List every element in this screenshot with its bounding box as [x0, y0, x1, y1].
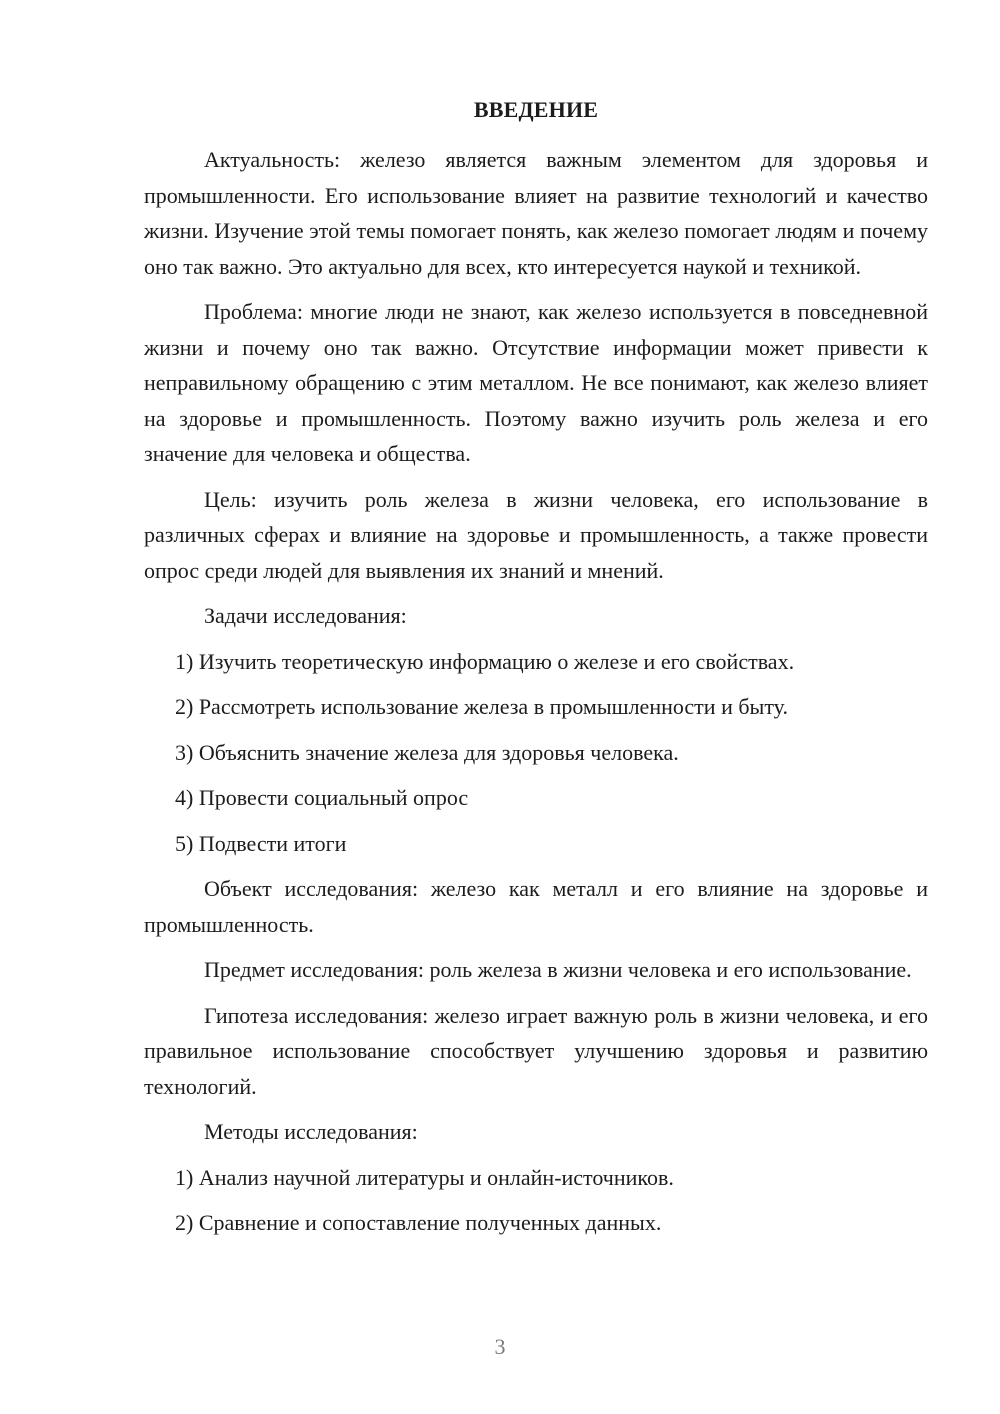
subject-paragraph: Предмет исследования: роль железа в жизни человека и его использование.	[204, 957, 912, 982]
object-paragraph: Объект исследования: железо как металл и его влияние на здоровье и промышленность.	[144, 876, 928, 937]
list-item: 2) Сравнение и сопоставление полученных данных.	[175, 1210, 662, 1235]
page-number: 3	[494, 1334, 506, 1359]
list-item: 5) Подвести итоги	[175, 830, 347, 856]
section-title: ВВЕДЕНИЕ	[473, 97, 599, 122]
methods-heading: Методы исследования:	[204, 1119, 418, 1144]
methods-list	[144, 1160, 928, 1241]
tasks-list	[144, 644, 928, 862]
list-item: 3) Объяснить значение железа для здоровья человека.	[175, 739, 679, 765]
tasks-heading: Задачи исследования:	[204, 603, 407, 628]
list-item: 2) Рассмотреть использование железа в промышленности и быту.	[175, 694, 788, 719]
problem-paragraph: Проблема: многие люди не знают, как железо используется в повседневной жизни и почему оно так важно. Отсутствие информации может привести к неправильному обращению с этим металлом. Не все понимают, как железо влияет на здоровье и промышленность. Поэтому важно изучить роль железа и его значение для человека и общества.	[144, 299, 928, 466]
hypothesis-paragraph: Гипотеза исследования: железо играет важную роль в жизни человека, и его правильное использование способствует улучшению здоровья и развитию технологий.	[144, 1002, 928, 1099]
list-item: 1) Изучить теоретическую информацию о железе и его свойствах.	[175, 648, 795, 674]
document-page	[144, 95, 928, 1251]
list-item: 1) Анализ научной литературы и онлайн-источников.	[175, 1164, 674, 1190]
goal-paragraph: Цель: изучить роль железа в жизни человека, его использование в различных сферах и влияние на здоровье и промышленность, а также провести опрос среди людей для выявления их знаний и мнений.	[144, 486, 928, 583]
list-item: 4) Провести социальный опрос	[175, 785, 469, 810]
relevance-paragraph: Актуальность: железо является важным элементом для здоровья и промышленности. Его использование влияет на развитие технологий и качество жизни. Изучение этой темы помогает понять, как железо помогает людям и почему оно так важно. Это актуально для всех, кто интересуется наукой и техникой.	[144, 147, 928, 279]
